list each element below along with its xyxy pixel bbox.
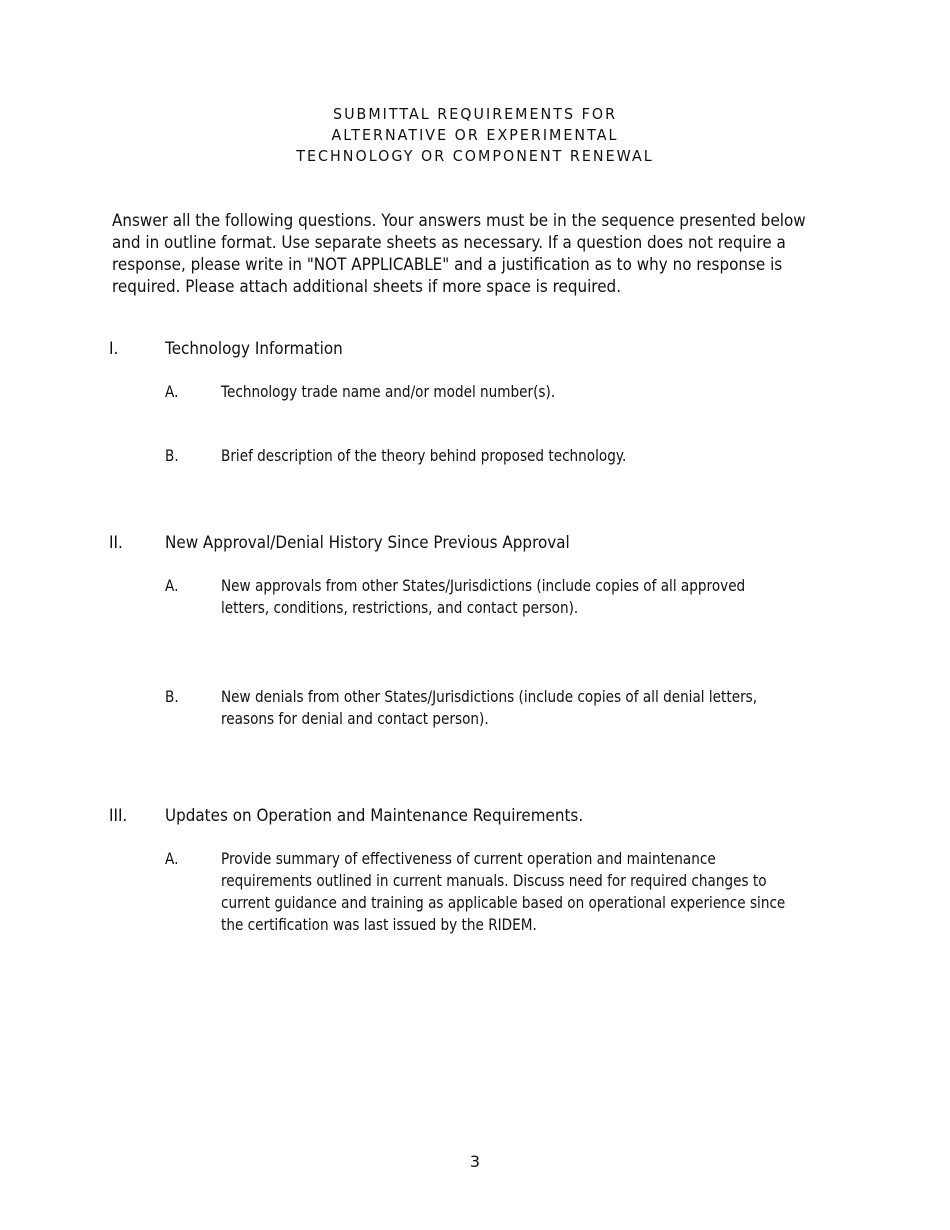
section-2-item-b-letter: B.	[165, 687, 179, 706]
section-1-item-b-letter: B.	[165, 446, 179, 465]
item-line: Provide summary of effectiveness of current operation and maintenance	[221, 849, 716, 868]
instructions-line: and in outline format. Use separate sheets as necessary. If a question does not require a	[112, 233, 786, 252]
instructions-line: Answer all the following questions. Your answers must be in the sequence presented below	[112, 211, 806, 230]
item-line: letters, conditions, restrictions, and contact person).	[221, 598, 579, 617]
section-2-item-a-text	[221, 575, 745, 619]
item-line: New denials from other States/Jurisdictions (include copies of all denial letters,	[221, 687, 758, 706]
instructions-line: required. Please attach additional sheets if more space is required.	[112, 277, 622, 296]
section-1-title: Technology Information	[165, 339, 343, 358]
section-1-number: I.	[109, 339, 119, 358]
section-2-number: II.	[109, 533, 123, 552]
section-3-item-a-text	[221, 848, 785, 936]
section-2-title: New Approval/Denial History Since Previous Approval	[165, 533, 570, 552]
title-line-1: SUBMITTAL REQUIREMENTS FOR	[332, 105, 618, 123]
section-1-item-a-letter: A.	[165, 382, 179, 401]
item-line: current guidance and training as applicable based on operational experience since	[221, 893, 786, 912]
document-title	[38, 104, 912, 167]
page-number: 3	[469, 1152, 481, 1171]
item-line: the certification was last issued by the RIDEM.	[221, 915, 537, 934]
item-line: reasons for denial and contact person).	[221, 709, 489, 728]
section-2-item-b-text	[221, 686, 757, 730]
section-3-item-a-letter: A.	[165, 849, 179, 868]
section-1-item-a-text	[221, 381, 555, 403]
item-line: requirements outlined in current manuals. Discuss need for required changes to	[221, 871, 767, 890]
section-2-item-a-letter: A.	[165, 576, 179, 595]
item-line: Brief description of the theory behind proposed technology.	[221, 446, 627, 465]
section-3-title: Updates on Operation and Maintenance Requirements.	[165, 806, 584, 825]
title-line-3: TECHNOLOGY OR COMPONENT RENEWAL	[296, 147, 654, 165]
section-1-item-b-text	[221, 445, 626, 467]
item-line: New approvals from other States/Jurisdictions (include copies of all approved	[221, 576, 746, 595]
title-line-2: ALTERNATIVE OR EXPERIMENTAL	[331, 126, 619, 144]
item-line: Technology trade name and/or model number(s).	[221, 382, 556, 401]
section-3-number: III.	[109, 806, 128, 825]
instructions-line: response, please write in "NOT APPLICABLE" and a justification as to why no response is	[112, 255, 783, 274]
instructions-paragraph	[112, 210, 811, 298]
